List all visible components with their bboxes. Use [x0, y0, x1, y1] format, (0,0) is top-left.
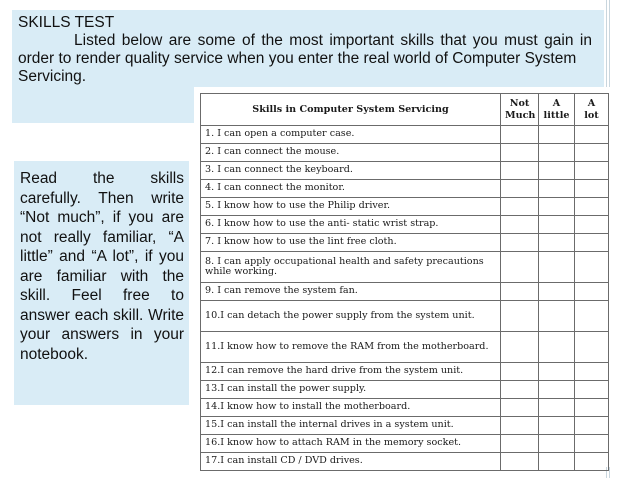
answer-cell	[501, 234, 539, 252]
table-row	[201, 399, 609, 417]
intro-tail: Servicing.	[18, 68, 87, 85]
answer-cell	[501, 363, 539, 381]
answer-cell	[539, 453, 575, 471]
answer-cell	[539, 417, 575, 435]
answer-cell	[575, 332, 609, 363]
answer-cell	[575, 453, 609, 471]
intro-title: SKILLS TEST	[18, 14, 115, 31]
answer-cell	[575, 144, 609, 162]
skill-label: 14.I know how to install the motherboard.	[201, 399, 501, 417]
answer-cell	[575, 283, 609, 301]
answer-cell	[501, 381, 539, 399]
answer-cell	[501, 332, 539, 363]
table-row	[201, 332, 609, 363]
answer-cell	[575, 399, 609, 417]
column-header-not-much: Not Much	[501, 94, 539, 126]
skill-label: 5. I know how to use the Philip driver.	[201, 198, 501, 216]
table-row	[201, 417, 609, 435]
skill-label: 9. I can remove the system fan.	[201, 283, 501, 301]
table-row	[201, 381, 609, 399]
answer-cell	[501, 198, 539, 216]
table-row	[201, 162, 609, 180]
answer-cell	[539, 180, 575, 198]
answer-cell	[575, 252, 609, 283]
answer-cell	[575, 216, 609, 234]
answer-cell	[501, 399, 539, 417]
table-header-row	[201, 94, 609, 126]
table-row	[201, 144, 609, 162]
table-row	[201, 435, 609, 453]
table-row	[201, 126, 609, 144]
table-row	[201, 283, 609, 301]
table-row	[201, 363, 609, 381]
skill-label: 6. I know how to use the anti- static wrist strap.	[201, 216, 501, 234]
answer-cell	[539, 126, 575, 144]
instructions-text: Read the skills carefully. Then write “Not much”, if you are not really familiar, “A little” and “A lot”, if you are familiar with the skill. Feel free to answer each skill. Write your answers in your notebook.	[20, 170, 184, 363]
answer-cell	[501, 301, 539, 332]
answer-cell	[539, 435, 575, 453]
column-header-a-little: A little	[539, 94, 575, 126]
answer-cell	[539, 234, 575, 252]
answer-cell	[575, 198, 609, 216]
answer-cell	[539, 216, 575, 234]
answer-cell	[501, 180, 539, 198]
answer-cell	[539, 332, 575, 363]
answer-cell	[501, 417, 539, 435]
table-row	[201, 252, 609, 283]
answer-cell	[539, 283, 575, 301]
answer-cell	[539, 363, 575, 381]
column-header-a-lot: A lot	[575, 94, 609, 126]
answer-cell	[539, 252, 575, 283]
answer-cell	[501, 144, 539, 162]
answer-cell	[501, 216, 539, 234]
answer-cell	[539, 399, 575, 417]
answer-cell	[539, 301, 575, 332]
skill-label: 16.I know how to attach RAM in the memory socket.	[201, 435, 501, 453]
table-row	[201, 180, 609, 198]
table-row	[201, 234, 609, 252]
answer-cell	[501, 126, 539, 144]
skill-label: 2. I can connect the mouse.	[201, 144, 501, 162]
skills-sheet	[194, 87, 614, 467]
skill-label: 1. I can open a computer case.	[201, 126, 501, 144]
answer-cell	[575, 301, 609, 332]
table-row	[201, 216, 609, 234]
answer-cell	[575, 435, 609, 453]
skill-label: 11.I know how to remove the RAM from the motherboard.	[201, 332, 501, 363]
answer-cell	[501, 283, 539, 301]
skill-label: 10.I can detach the power supply from the system unit.	[201, 301, 501, 332]
skill-label: 15.I can install the internal drives in a system unit.	[201, 417, 501, 435]
skill-label: 7. I know how to use the lint free cloth.	[201, 234, 501, 252]
answer-cell	[501, 453, 539, 471]
skill-label: 8. I can apply occupational health and safety precautions while working.	[201, 252, 501, 283]
answer-cell	[539, 162, 575, 180]
answer-cell	[501, 162, 539, 180]
intro-body: Listed below are some of the most important skills that you must gain in order to render quality service when you enter the real world of Computer System	[18, 32, 592, 67]
answer-cell	[539, 144, 575, 162]
answer-cell	[575, 417, 609, 435]
skills-table	[200, 93, 609, 471]
skill-label: 4. I can connect the monitor.	[201, 180, 501, 198]
skill-label: 13.I can install the power supply.	[201, 381, 501, 399]
answer-cell	[539, 381, 575, 399]
answer-cell	[575, 234, 609, 252]
skill-label: 12.I can remove the hard drive from the system unit.	[201, 363, 501, 381]
answer-cell	[501, 252, 539, 283]
answer-cell	[575, 126, 609, 144]
table-row	[201, 301, 609, 332]
table-row	[201, 453, 609, 471]
skill-label: 17.I can install CD / DVD drives.	[201, 453, 501, 471]
table-row	[201, 198, 609, 216]
skill-label: 3. I can connect the keyboard.	[201, 162, 501, 180]
answer-cell	[539, 198, 575, 216]
instructions-box	[14, 161, 189, 405]
answer-cell	[501, 435, 539, 453]
answer-cell	[575, 363, 609, 381]
answer-cell	[575, 162, 609, 180]
answer-cell	[575, 180, 609, 198]
table-title: Skills in Computer System Servicing	[201, 94, 501, 126]
answer-cell	[575, 381, 609, 399]
